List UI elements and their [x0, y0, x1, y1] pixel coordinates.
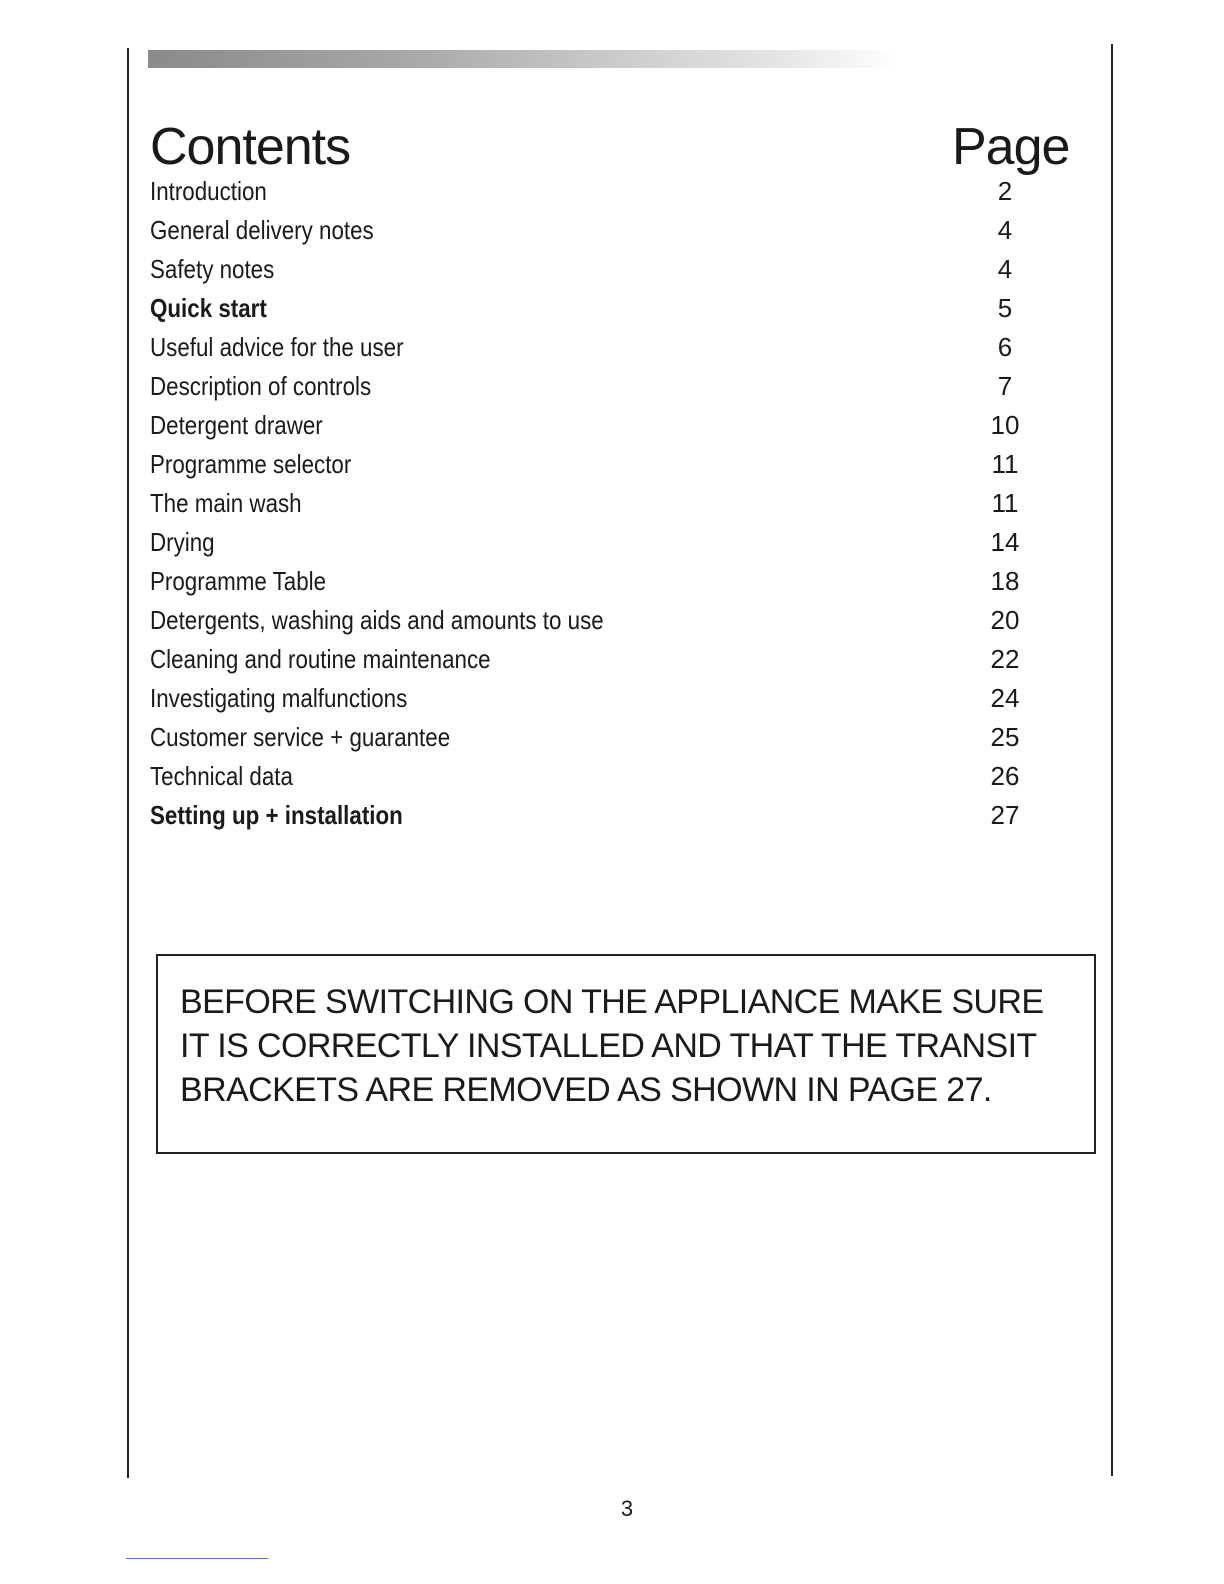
- toc-entry-label: Detergent drawer: [150, 410, 323, 440]
- toc-entry: [150, 796, 1030, 835]
- toc-entry: [150, 406, 1030, 445]
- toc-entry-label: General delivery notes: [150, 215, 374, 245]
- toc-entry-page: 14: [990, 527, 1020, 557]
- toc-entry-label: Quick start: [150, 293, 267, 323]
- toc-entry-page: 24: [990, 683, 1020, 713]
- toc-entry-page: 11: [991, 488, 1019, 518]
- toc-entry-page: 27: [990, 800, 1020, 830]
- toc-entry-label: Programme Table: [150, 566, 327, 596]
- toc-entry-label: Customer service + guarantee: [150, 722, 451, 752]
- toc-entry-page: 18: [990, 566, 1020, 596]
- toc-entry: [150, 718, 1030, 757]
- toc-entry-page: 10: [990, 410, 1020, 440]
- toc-entry-label: Setting up + installation: [150, 800, 403, 830]
- toc-entry: [150, 757, 1030, 796]
- toc-entry: [150, 679, 1030, 718]
- right-margin-rule: [1111, 44, 1113, 1476]
- warning-line-2: IT IS CORRECTLY INSTALLED AND THAT THE TRANSIT: [180, 1027, 1037, 1065]
- toc-entry-page: 22: [990, 644, 1020, 674]
- toc-entry: [150, 172, 1030, 211]
- toc-entry-label: Useful advice for the user: [150, 332, 404, 362]
- toc-entry: [150, 445, 1030, 484]
- footer-line: [126, 1558, 268, 1559]
- toc-entry-page: 4: [997, 215, 1013, 245]
- toc-entry-label: Cleaning and routine maintenance: [150, 644, 491, 674]
- contents-heading: Contents: [150, 117, 351, 176]
- toc-entry-page: 25: [990, 722, 1020, 752]
- table-of-contents: [150, 172, 1030, 835]
- toc-entry-label: Investigating malfunctions: [150, 683, 408, 713]
- toc-entry-label: Description of controls: [150, 371, 372, 401]
- toc-entry-page: 2: [997, 176, 1013, 206]
- page-column-heading: Page: [952, 117, 1070, 176]
- toc-entry-page: 11: [991, 449, 1019, 479]
- toc-entry: [150, 367, 1030, 406]
- toc-entry-page: 6: [997, 332, 1013, 362]
- toc-entry-label: Technical data: [150, 761, 293, 791]
- toc-entry: [150, 328, 1030, 367]
- header-shade-bar: [148, 50, 898, 68]
- toc-entry-label: Programme selector: [150, 449, 352, 479]
- page-number: 3: [620, 1496, 634, 1521]
- installation-warning-box: [156, 954, 1096, 1154]
- toc-entry: [150, 211, 1030, 250]
- toc-entry-label: Introduction: [150, 176, 267, 206]
- toc-entry: [150, 289, 1030, 328]
- left-margin-rule: [127, 48, 129, 1478]
- toc-entry: [150, 640, 1030, 679]
- toc-entry: [150, 484, 1030, 523]
- toc-entry: [150, 523, 1030, 562]
- warning-line-1: BEFORE SWITCHING ON THE APPLIANCE MAKE SURE: [180, 983, 1044, 1021]
- toc-entry-page: 5: [997, 293, 1013, 323]
- toc-entry-page: 7: [997, 371, 1013, 401]
- toc-entry-page: 26: [990, 761, 1020, 791]
- toc-entry: [150, 250, 1030, 289]
- toc-entry: [150, 601, 1030, 640]
- toc-entry-page: 20: [990, 605, 1020, 635]
- warning-line-3: BRACKETS ARE REMOVED AS SHOWN IN PAGE 27.: [180, 1071, 992, 1109]
- toc-entry-page: 4: [997, 254, 1013, 284]
- toc-entry: [150, 562, 1030, 601]
- toc-entry-label: Detergents, washing aids and amounts to use: [150, 605, 604, 635]
- toc-entry-label: Drying: [150, 527, 215, 557]
- toc-entry-label: Safety notes: [150, 254, 275, 284]
- toc-entry-label: The main wash: [150, 488, 302, 518]
